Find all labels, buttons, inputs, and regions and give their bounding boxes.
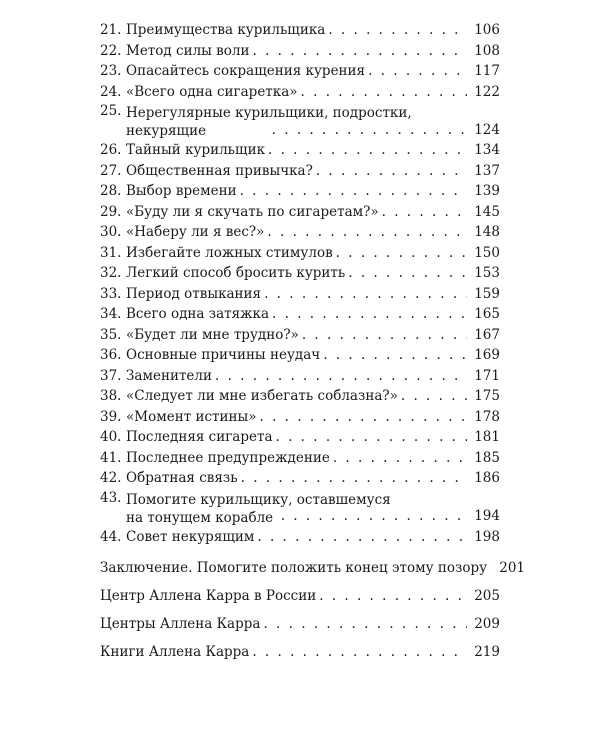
- chapter-number: 24.: [100, 83, 122, 100]
- toc-entry-30: [100, 222, 500, 243]
- page-number: 148: [474, 224, 500, 240]
- dot-leader: [333, 448, 467, 469]
- chapter-number: 21.: [100, 22, 122, 38]
- chapter-number: 43.: [100, 489, 122, 506]
- page-number: 134: [474, 142, 500, 158]
- chapter-title-line-2: на тонущем корабле: [126, 509, 274, 526]
- toc-entry-44: [100, 527, 500, 548]
- toc-entry-34: [100, 304, 500, 325]
- toc-entry-42: [100, 468, 500, 489]
- chapter-title: Последнее предупреждение: [126, 449, 330, 466]
- chapter-number: 27.: [100, 162, 122, 179]
- toc-entry-35: [100, 325, 500, 346]
- chapter-number: 29.: [100, 203, 122, 220]
- toc-entry-centers: [100, 613, 500, 635]
- toc-entry-24: [100, 82, 500, 103]
- dot-leader: [368, 61, 467, 82]
- chapter-title: Тайный курильщик: [126, 142, 266, 158]
- page-number: 178: [474, 408, 500, 425]
- chapter-number: 22.: [100, 42, 122, 59]
- page-number: 145: [474, 203, 500, 220]
- toc-entry-28: [100, 181, 500, 202]
- toc-entry-32: [100, 263, 500, 284]
- page-number: 108: [474, 42, 500, 59]
- chapter-number: 32.: [100, 265, 122, 281]
- chapter-title-line-1: Помогите курильщику, оставшемуся: [126, 491, 391, 508]
- dot-leader: [272, 304, 467, 325]
- page-number: 209: [474, 616, 500, 632]
- section-title: Центр Аллена Карра в России: [100, 588, 317, 604]
- dot-leader: [319, 585, 467, 607]
- chapter-number: 38.: [100, 388, 122, 404]
- chapter-title: Совет некурящим: [126, 528, 255, 545]
- dot-leader: [336, 243, 467, 264]
- toc-entry-26: [100, 140, 500, 161]
- chapter-title: Избегайте ложных стимулов: [126, 244, 333, 261]
- page-number: 201: [499, 560, 526, 576]
- toc-entry-conclusion: [100, 557, 526, 579]
- dot-leader: [264, 284, 467, 305]
- chapter-title: «Следует ли мне избегать соблазна?»: [126, 388, 398, 404]
- chapter-title: Общественная привычка?: [126, 162, 313, 179]
- chapter-number: 23.: [100, 63, 122, 79]
- chapter-number: 25.: [100, 103, 122, 119]
- chapter-number: 40.: [100, 429, 122, 445]
- toc-entry-22: [100, 41, 500, 62]
- chapter-title: Основные причины неудач: [126, 347, 321, 363]
- page-number: 150: [474, 244, 500, 261]
- toc-entry-40: [100, 427, 500, 448]
- chapter-title: «Буду ли я скучать по сигаретам?»: [126, 203, 379, 220]
- page-number: 219: [474, 644, 500, 660]
- chapter-number: 36.: [100, 347, 122, 363]
- toc-entry-39: [100, 407, 500, 428]
- page-number: 159: [474, 285, 500, 302]
- chapter-number: 26.: [100, 142, 122, 158]
- dot-leader: [267, 222, 467, 243]
- dot-leader: [240, 181, 467, 202]
- toc-entry-36: [100, 345, 500, 366]
- dot-leader: [348, 263, 467, 284]
- toc-entry-33: [100, 284, 500, 305]
- page-number: 194: [474, 508, 500, 524]
- chapter-number: 44.: [100, 528, 122, 545]
- dot-leader: [215, 366, 467, 387]
- dot-leader: [272, 120, 467, 141]
- chapter-number: 39.: [100, 408, 122, 425]
- toc-entry-38: [100, 386, 500, 407]
- dot-leader: [401, 386, 467, 407]
- dot-leader: [252, 41, 467, 62]
- toc-entry-25: [100, 102, 500, 140]
- page-number: 153: [474, 265, 500, 281]
- chapter-number: 33.: [100, 285, 122, 302]
- chapter-number: 37.: [100, 367, 122, 384]
- dot-leader: [382, 202, 467, 223]
- page-number: 175: [474, 388, 500, 404]
- toc-entry-29: [100, 202, 500, 223]
- page-number: 205: [474, 588, 500, 604]
- chapter-title-line-1: Нерегулярные курильщики, подростки,: [126, 105, 412, 121]
- dot-leader: [316, 161, 467, 182]
- page-number: 139: [474, 183, 500, 199]
- toc-entry-31: [100, 243, 500, 264]
- toc-entry-27: [100, 161, 500, 182]
- chapter-title: Всего одна затяжка: [126, 306, 270, 322]
- dot-leader: [301, 82, 467, 103]
- page-number: 186: [474, 470, 500, 486]
- chapter-title: Метод силы воли: [126, 42, 250, 59]
- page-number: 165: [474, 306, 500, 322]
- dot-leader: [328, 20, 467, 41]
- chapter-title: Последняя сигарета: [126, 429, 273, 445]
- toc-entry-43: [100, 489, 500, 527]
- chapter-number: 42.: [100, 470, 122, 486]
- chapter-title: «Будет ли мне трудно?»: [126, 326, 299, 343]
- chapter-number: 30.: [100, 224, 122, 240]
- page-number: 185: [474, 449, 500, 466]
- toc-entry-books: [100, 641, 500, 663]
- chapter-title: Опасайтесь сокращения курения: [126, 63, 366, 79]
- toc-entry-21: [100, 20, 500, 41]
- dot-leader: [268, 140, 467, 161]
- dot-leader: [260, 407, 468, 428]
- page-number: 181: [474, 429, 500, 445]
- chapter-title-line-2: некурящие: [126, 123, 207, 139]
- page-number: 198: [474, 528, 500, 545]
- chapter-title: «Всего одна сигаретка»: [126, 83, 298, 100]
- dot-leader: [302, 325, 467, 346]
- chapter-title: «Наберу ли я вес?»: [126, 224, 265, 240]
- chapter-title: Период отвыкания: [126, 285, 262, 302]
- dot-leader: [323, 345, 467, 366]
- dot-leader: [257, 527, 467, 548]
- page-number: 122: [474, 83, 500, 100]
- dot-leader: [241, 468, 467, 489]
- toc-entry-37: [100, 366, 500, 387]
- page-number: 137: [474, 162, 500, 179]
- chapter-number: 28.: [100, 183, 122, 199]
- page-number: 124: [474, 121, 500, 138]
- page-number: 167: [474, 326, 500, 343]
- dot-leader: [281, 506, 467, 527]
- chapter-title: Легкий способ бросить курить: [126, 265, 346, 281]
- chapter-number: 41.: [100, 449, 122, 466]
- dot-leader: [263, 613, 467, 635]
- chapter-title: Выбор времени: [126, 183, 237, 199]
- toc-entry-41: [100, 448, 500, 469]
- page-number: 171: [474, 367, 500, 384]
- table-of-contents: [100, 20, 526, 663]
- section-title: Заключение. Помогите положить конец этому позору: [100, 560, 488, 576]
- chapter-title: «Момент истины»: [126, 408, 257, 425]
- toc-entry-23: [100, 61, 500, 82]
- page-number: 169: [474, 347, 500, 363]
- section-title: Книги Аллена Карра: [100, 644, 250, 660]
- dot-leader: [252, 641, 467, 663]
- chapter-number: 34.: [100, 306, 122, 322]
- page-number: 106: [474, 22, 500, 38]
- dot-leader: [276, 427, 468, 448]
- chapter-title: Обратная связь: [126, 470, 238, 486]
- section-title: Центры Аллена Карра: [100, 616, 261, 632]
- chapter-title: Преимущества курильщика: [126, 22, 326, 38]
- page-number: 117: [474, 63, 500, 79]
- toc-entry-center-russia: [100, 585, 500, 607]
- chapter-number: 35.: [100, 326, 122, 343]
- chapter-title: Заменители: [126, 367, 212, 384]
- chapter-number: 31.: [100, 244, 122, 261]
